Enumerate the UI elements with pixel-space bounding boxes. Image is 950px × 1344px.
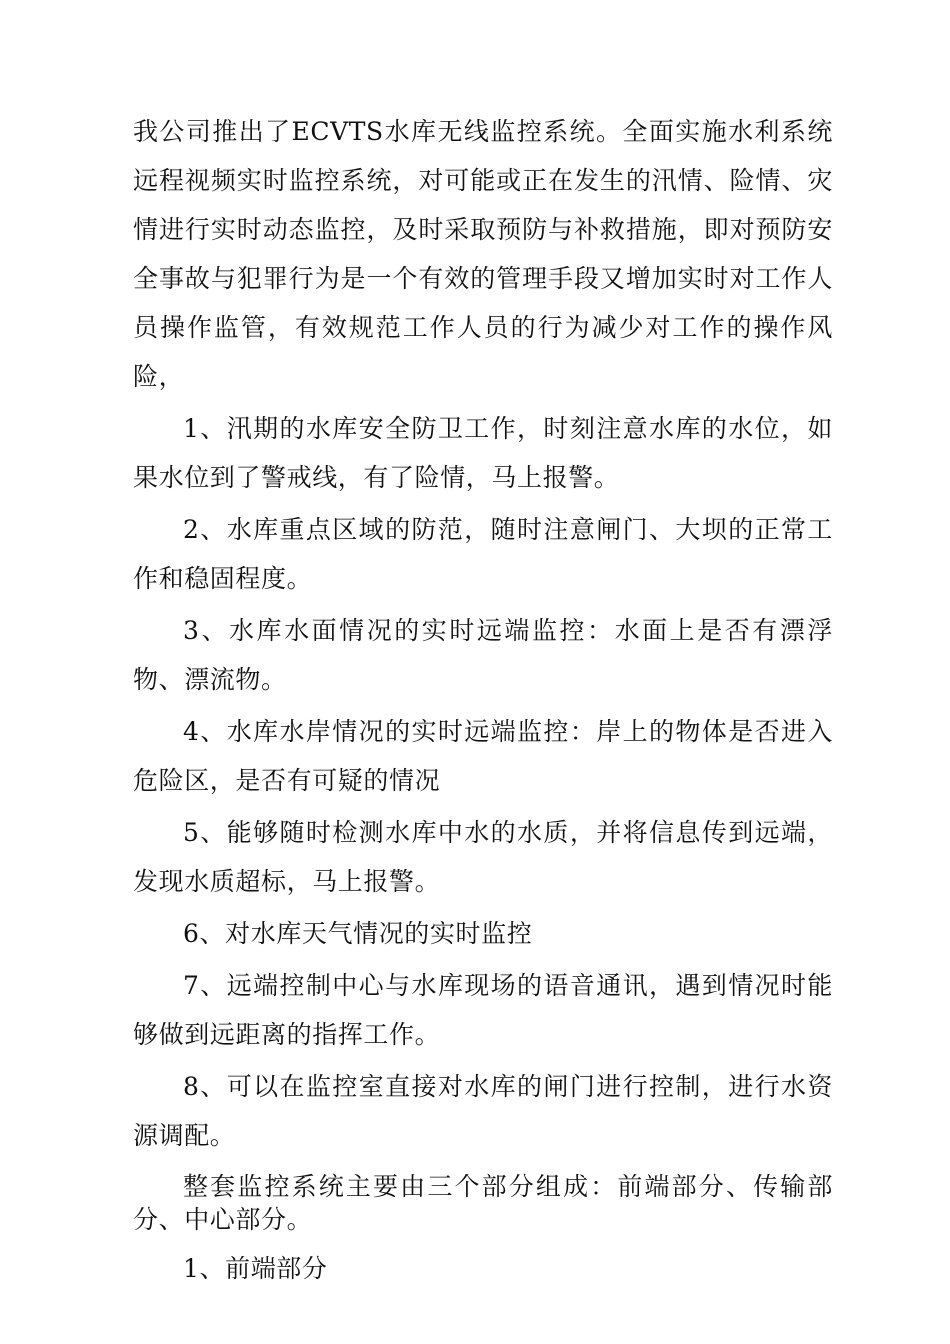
list-item-8: 8、可以在监控室直接对水库的闸门进行控制，进行水资源调配。 [133,1072,833,1150]
list-item-5: 5、能够随时检测水库中水的水质，并将信息传到远端，发现水质超标，马上报警。 [133,818,833,896]
list-item-3: 3、水库水面情况的实时远端监控：水面上是否有漂浮物、漂流物。 [133,616,833,694]
section-heading-front-end: 1、前端部分 [183,1254,328,1283]
list-item-7: 7、远端控制中心与水库现场的语音通讯，遇到情况时能够做到远距离的指挥工作。 [133,971,833,1049]
summary-paragraph: 整套监控系统主要由三个部分组成：前端部分、传输部分、中心部分。 [133,1172,833,1234]
document-body [133,107,833,1293]
intro-paragraph: 我公司推出了ECVTS水库无线监控系统。全面实施水利系统远程视频实时监控系统，对可能或正在发生的汛情、险情、灾情进行实时动态监控，及时采取预防与补救措施，即对预防安全事故与犯罪行为是一个有效的管理手段又增加实时对工作人员操作监管，有效规范工作人员的行为减少对工作的操作风险， [133,117,833,391]
list-item-1: 1、汛期的水库安全防卫工作，时刻注意水库的水位，如果水位到了警戒线，有了险情，马上报警。 [133,414,833,492]
list-item-4: 4、水库水岸情况的实时远端监控：岸上的物体是否进入危险区，是否有可疑的情况 [133,717,833,795]
list-item-6: 6、对水库天气情况的实时监控 [183,919,533,948]
list-item-2: 2、水库重点区域的防范，随时注意闸门、大坝的正常工作和稳固程度。 [133,515,833,593]
